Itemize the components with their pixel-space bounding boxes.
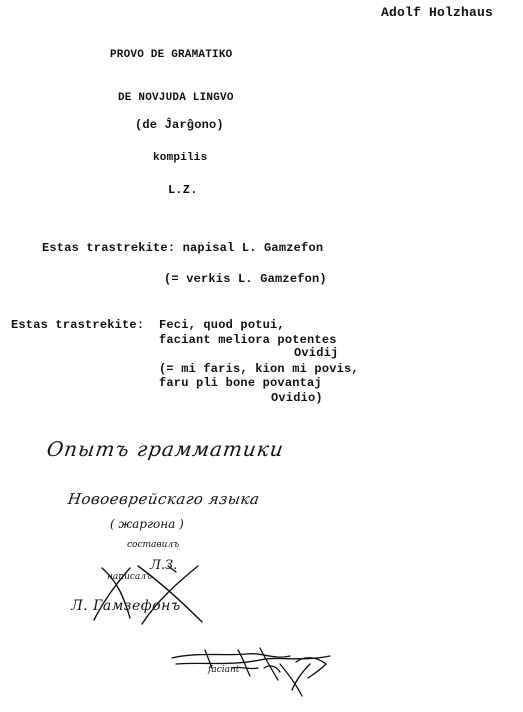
title-line-3: (de Ĵarĝono) (135, 118, 224, 132)
handwritten-line-4: составилъ (127, 540, 180, 550)
handwritten-line-2: Новоеврейскаго языка (66, 490, 261, 508)
strike-stroke (168, 566, 176, 572)
handwritten-line-8: faciant (208, 665, 240, 675)
epigraph-line-3: Ovidij (294, 346, 339, 360)
title-line-1: PROVO DE GRAMATIKO (110, 49, 233, 61)
handwritten-line-7: Л. Гамзефонъ (71, 598, 181, 614)
title-line-2: DE NOVJUDA LINGVO (118, 92, 234, 104)
epigraph-label: Estas trastrekite: (11, 318, 145, 332)
strike-stroke (138, 566, 202, 622)
epigraph-line-6: Ovidio) (271, 391, 323, 405)
translation-note-line-1: Estas trastrekite: napisal L. Gamzefon (42, 241, 324, 255)
strike-stroke (102, 568, 130, 618)
epigraph-line-1: Feci, quod potui, (159, 318, 285, 332)
author-name: Adolf Holzhaus (381, 5, 494, 20)
translation-note-line-2: (= verkis L. Gamzefon) (164, 272, 327, 286)
epigraph-line-2: faciant meliora potentes (159, 333, 337, 347)
handwritten-line-6: написалъ (107, 572, 153, 582)
strike-stroke (94, 568, 130, 620)
signature-scribble (172, 648, 330, 696)
epigraph-line-4: (= mi faris, kion mi povis, (159, 362, 359, 376)
handwritten-line-1: Опытъ грамматики (45, 437, 286, 461)
epigraph-line-5: faru pli bone povantaj (159, 376, 322, 390)
handwritten-line-5: Л.З. (150, 558, 178, 573)
title-line-5: L.Z. (168, 183, 198, 197)
title-line-4: kompilis (153, 152, 208, 164)
handwritten-line-3: ( жаргона ) (110, 517, 184, 531)
